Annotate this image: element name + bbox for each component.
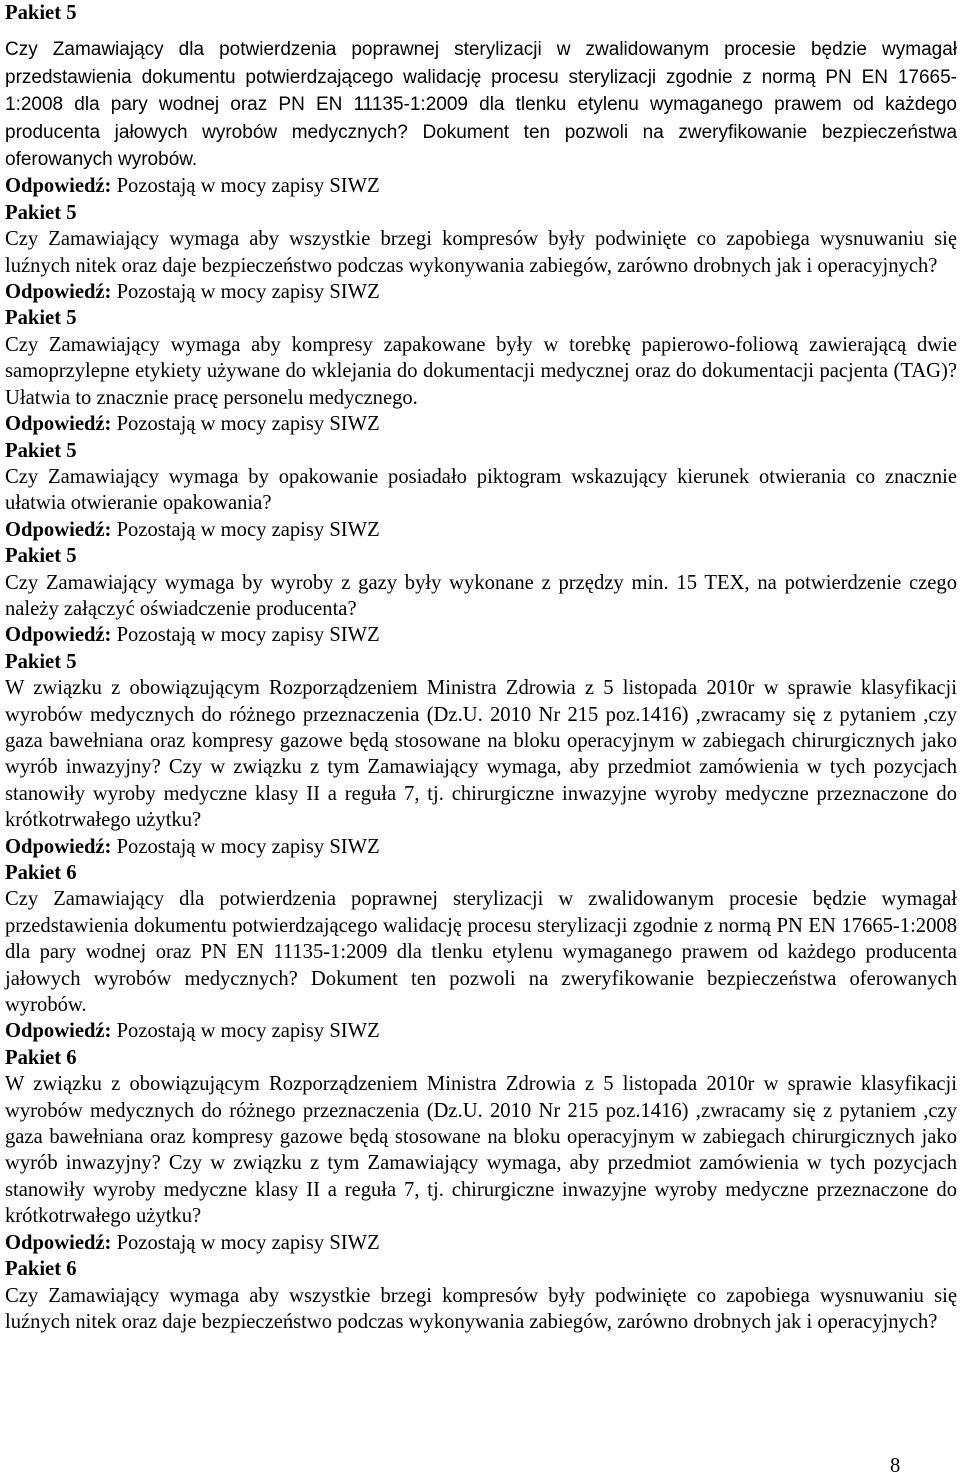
question-text xyxy=(5,886,957,1018)
package-heading: Pakiet 6 xyxy=(5,1046,77,1069)
answer-line xyxy=(5,1018,957,1044)
answer-label: Odpowiedź: xyxy=(5,175,112,198)
answer-line xyxy=(5,411,957,437)
question-text-part: Czy Zamawiający wymaga aby kompresy zapakowane były w torebkę papierowo-foliową zawierającą dwie samoprzylepne etykiety używane do wklejania do dokumentacji medycznej oraz do dokumentacji pacjenta (TAG)? Ułatwia to znacznie pracę personelu medycznego. xyxy=(5,333,957,409)
package-heading: Pakiet 6 xyxy=(5,1258,77,1281)
qa-block xyxy=(5,200,957,306)
question-text-part: Czy Zamawiający wymaga by wyroby z gazy były wykonane z przędzy min. 15 TEX, na potwierdzenie czego należy załączyć oświadczenie producenta? xyxy=(5,571,957,620)
answer-text: Pozostają w mocy zapisy SIWZ xyxy=(111,624,380,647)
answer-text: Pozostają w mocy zapisy SIWZ xyxy=(111,1020,380,1043)
answer-line xyxy=(5,834,957,860)
question-text xyxy=(5,464,957,517)
answer-line xyxy=(5,622,957,648)
question-text xyxy=(5,332,957,411)
package-heading: Pakiet 5 xyxy=(5,2,77,24)
question-text-part: W związku z obowiązującym Rozporządzeniem Ministra Zdrowia z 5 listopada 2010r w sprawie klasyfikacji wyrobów medycznych do różnego przeznaczenia (Dz.U. 2010 Nr 215 poz.1416) ,zwracamy się z pytaniem ,czy gaza bawełniana oraz kompresy gazowe będą stosowane na bloku operacyjnym w zabiegach chirurgicznych jako wyrób inwazyjny? Czy w związku z tym Zamawiający wymaga, aby przedmiot zamówienia w tych pozycjach stanowiły wyroby medyczne klasy II a reguła 7, tj. chirurgiczne inwazyjne wyroby medyczne przeznaczone do krótkotrwałego użytku? xyxy=(5,1073,957,1228)
answer-label: Odpowiedź: xyxy=(5,518,112,541)
package-heading: Pakiet 6 xyxy=(5,862,77,884)
qa-block xyxy=(5,543,957,649)
answer-label: Odpowiedź: xyxy=(5,835,112,858)
qa-block xyxy=(5,860,957,1045)
answer-line xyxy=(5,517,957,543)
question-text-part: W związku z obowiązującym Rozporządzeniem Ministra Zdrowia z 5 listopada 2010r w sprawie klasyfikacji wyrobów medycznych do różnego przeznaczenia (Dz.U. 2010 Nr 215 poz.1416) ,zwracamy się z pytaniem ,czy gaza bawełniana oraz kompresy gazowe będą stosowane na bloku operacyjnym w zabiegach chirurgicznych jako wyrób inwazyjny? Czy w związku z tym Zamawiający wymaga, aby przedmiot zamówienia w tych pozycjach stanowiły wyroby medyczne klasy II a reguła 7, tj. chirurgiczne inwazyjne wyroby medyczne przeznaczone do krótkotrwałego użytku? xyxy=(5,677,957,832)
answer-label: Odpowiedź: xyxy=(5,624,112,647)
package-heading: Pakiet 5 xyxy=(5,545,77,568)
answer-text: Pozostają w mocy zapisy SIWZ xyxy=(111,175,380,198)
answer-text: Pozostają w mocy zapisy SIWZ xyxy=(111,518,380,541)
question-text xyxy=(5,36,957,173)
answer-text: Pozostają w mocy zapisy SIWZ xyxy=(111,413,380,436)
answer-label: Odpowiedź: xyxy=(5,1231,112,1254)
question-text-part: Dokument ten pozwoli na zweryfikowanie bezpieczeństwa oferowanych wyrobów. xyxy=(5,121,958,171)
answer-label: Odpowiedź: xyxy=(5,413,112,436)
qa-block xyxy=(5,305,957,437)
question-text-part: Czy Zamawiający dla potwierdzenia poprawnej sterylizacji w zwalidowanym procesie będzie wymagał przedstawienia dokumentu potwierdzającego walidację procesu sterylizacji zgodnie z normą PN EN 17665-1:2008 dla pary wodnej oraz PN EN 11135-1:2009 dla tlenku etylenu wymaganego prawem od każdego producenta jałowych wyrobów medycznych? xyxy=(5,39,957,143)
document-content xyxy=(5,0,957,1335)
answer-label: Odpowiedź: xyxy=(5,1020,112,1043)
question-text-part: Czy Zamawiający wymaga aby wszystkie brzegi kompresów były podwinięte co zapobiega wysnuwaniu się luźnych nitek oraz daje bezpieczeństwo podczas wykonywania zabiegów, zarówno drobnych jak i operacyjnych? xyxy=(5,228,957,277)
answer-line xyxy=(5,279,957,305)
question-text-part: Czy Zamawiający dla potwierdzenia poprawnej sterylizacji w zwalidowanym procesie będzie wymagał przedstawienia dokumentu potwierdzającego walidację procesu sterylizacji zgodnie z normą PN EN 17665-1:2008 dla pary wodnej oraz PN EN 11135-1:2009 dla tlenku etylenu wymaganego prawem od każdego producenta jałowych wyrobów medycznych? Dokument ten pozwoli na zweryfikowanie bezpieczeństwa oferowanych wyrobów. xyxy=(5,888,957,1017)
question-text xyxy=(5,226,957,279)
answer-text: Pozostają w mocy zapisy SIWZ xyxy=(111,835,380,858)
qa-block xyxy=(5,1256,957,1335)
answer-line xyxy=(5,1230,957,1256)
answer-text: Pozostają w mocy zapisy SIWZ xyxy=(111,1231,380,1254)
document-page xyxy=(5,0,957,1335)
qa-block xyxy=(5,649,957,860)
question-text xyxy=(5,1283,957,1336)
package-heading: Pakiet 5 xyxy=(5,201,77,224)
package-heading: Pakiet 5 xyxy=(5,307,77,330)
question-text-part: Czy Zamawiający wymaga by opakowanie posiadało piktogram wskazujący kierunek otwierania co znacznie ułatwia otwieranie opakowania? xyxy=(5,465,957,515)
qa-block xyxy=(5,0,957,200)
qa-block xyxy=(5,1045,957,1256)
answer-text: Pozostają w mocy zapisy SIWZ xyxy=(111,281,380,304)
question-text-part: Czy Zamawiający wymaga aby wszystkie brzegi kompresów były podwinięte co zapobiega wysnuwaniu się luźnych nitek oraz daje bezpieczeństwo podczas wykonywania zabiegów, zarówno drobnych jak i operacyjnych? xyxy=(5,1284,957,1333)
page-number: 8 xyxy=(890,1455,901,1477)
question-text xyxy=(5,570,957,623)
answer-label: Odpowiedź: xyxy=(5,281,112,304)
answer-line xyxy=(5,173,957,199)
package-heading: Pakiet 5 xyxy=(5,439,77,462)
question-text xyxy=(5,1071,957,1229)
question-text xyxy=(5,675,957,833)
qa-block xyxy=(5,438,957,544)
package-heading: Pakiet 5 xyxy=(5,650,77,673)
